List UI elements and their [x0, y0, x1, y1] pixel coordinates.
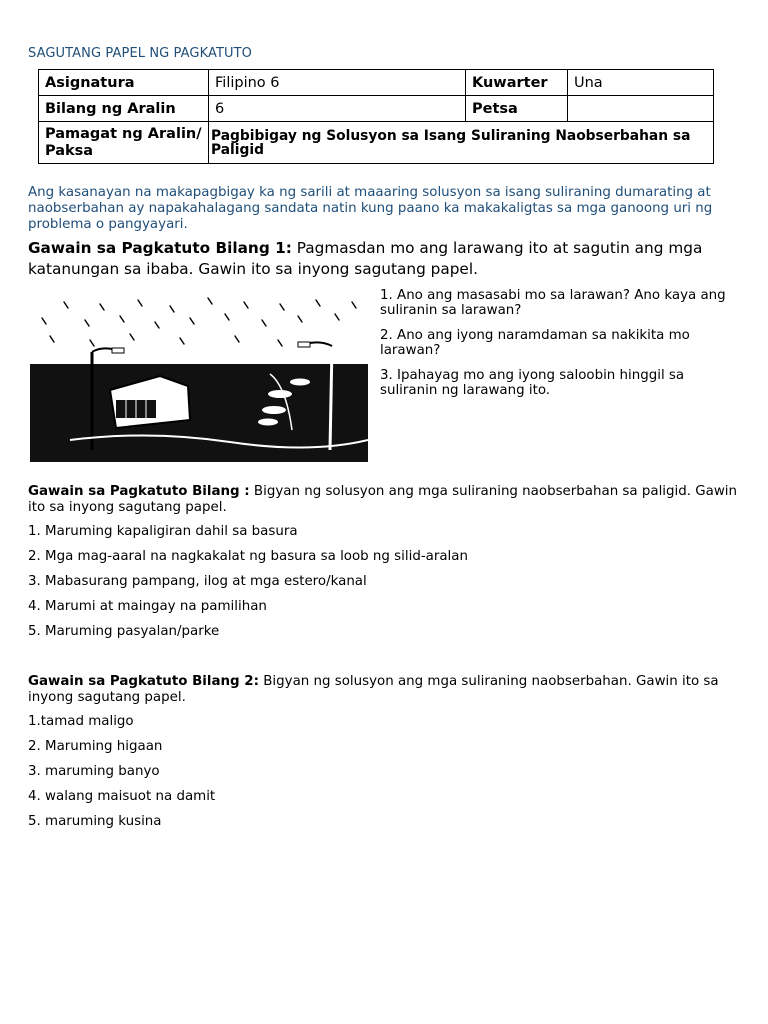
worksheet-header: SAGUTANG PAPEL NG PAGKATUTO: [28, 46, 253, 61]
list-item: 5. maruming kusina: [28, 814, 162, 829]
lesson-info-table: [38, 69, 714, 164]
petsa-value: [568, 96, 714, 122]
list-item: 4. walang maisuot na damit: [28, 789, 216, 804]
gawain-1-text: Pagmasdan mo ang larawang ito at sagutin ang mga katanungan sa ibaba. Gawin ito sa inyong sagutang papel.: [28, 239, 703, 278]
list-item: 5. Maruming pasyalan/parke: [28, 624, 220, 639]
intro-paragraph: Ang kasanayan na makapagbigay ka ng sarili at maaaring solusyon sa isang suliraning dumarating at naobserbahan ay napakahalagang sandata natin kung paano ka makakaligtas sa mga ganoong uri ng problema o pangyayari.: [28, 185, 713, 232]
list-item: 4. Marumi at maingay na pamilihan: [28, 599, 267, 614]
bilang-value: 6: [209, 96, 466, 122]
question-2: 2. Ano ang iyong naramdaman sa nakikita mo larawan?: [380, 328, 690, 358]
gawain-a-text: Bigyan ng solusyon ang mga suliraning naobserbahan sa paligid. Gawin ito sa inyong sagutang papel.: [28, 484, 737, 515]
gawain-2-text: Bigyan ng solusyon ang mga suliraning naobserbahan. Gawin ito sa inyong sagutang papel.: [28, 674, 719, 705]
question-1: 1. Ano ang masasabi mo sa larawan? Ano kaya ang suliranin sa larawan?: [380, 288, 726, 318]
gawain-a-instructions: [28, 484, 740, 515]
bilang-label: Bilang ng Aralin: [39, 96, 209, 122]
gawain-2-list: [28, 714, 740, 839]
list-item: 2. Maruming higaan: [28, 739, 163, 754]
gawain-a-title: Gawain sa Pagkatuto Bilang :: [28, 484, 250, 499]
gawain-a-list: [28, 524, 740, 649]
kuwarter-label: Kuwarter: [466, 70, 568, 96]
gawain-2-title: Gawain sa Pagkatuto Bilang 2:: [28, 674, 259, 689]
gawain-1-title: Gawain sa Pagkatuto Bilang 1:: [28, 239, 292, 257]
question-3: 3. Ipahayag mo ang iyong saloobin hinggil sa suliranin ng larawang ito.: [380, 368, 685, 398]
gawain-2-instructions: [28, 674, 740, 705]
list-item: 1.tamad maligo: [28, 714, 134, 729]
flooded-street-illustration: [30, 290, 368, 462]
pamagat-label: Pamagat ng Aralin/ Paksa: [39, 122, 209, 164]
list-item: 3. Mabasurang pampang, ilog at mga estero/kanal: [28, 574, 367, 589]
kuwarter-value: Una: [568, 70, 714, 96]
gawain-1-questions: [380, 288, 742, 408]
list-item: 2. Mga mag-aaral na nagkakalat ng basura sa loob ng silid-aralan: [28, 549, 468, 564]
petsa-label: Petsa: [466, 96, 568, 122]
list-item: 3. maruming banyo: [28, 764, 160, 779]
asignatura-label: Asignatura: [39, 70, 209, 96]
asignatura-value: Filipino 6: [209, 70, 466, 96]
list-item: 1. Maruming kapaligiran dahil sa basura: [28, 524, 298, 539]
gawain-1-instructions: [28, 238, 740, 280]
pamagat-value: Pagbibigay ng Solusyon sa Isang Suliraning Naobserbahan sa Paligid: [209, 122, 714, 164]
